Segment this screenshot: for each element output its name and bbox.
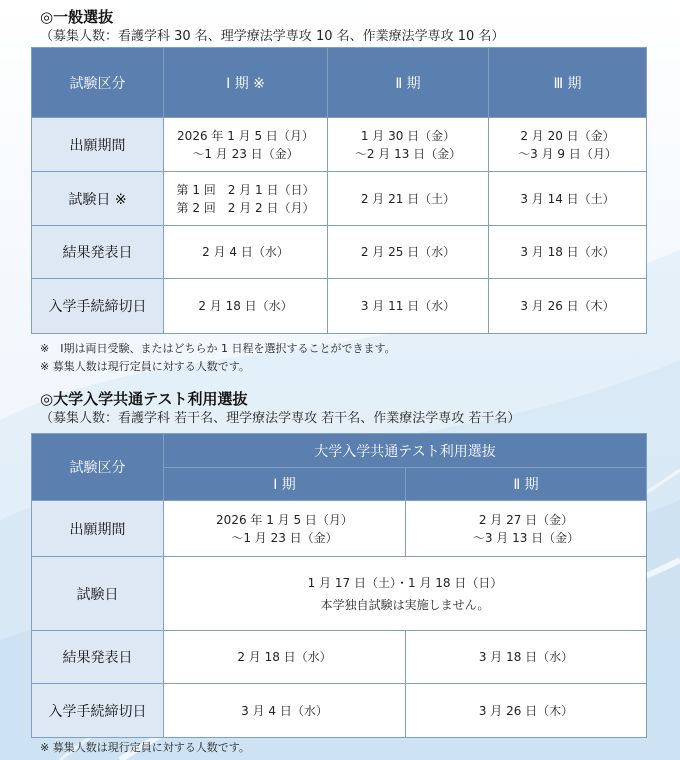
section2-title: ◎大学入学共通テスト利用選抜: [40, 390, 248, 408]
application-period-2: 1 月 30 日（金） ～2 月 13 日（金）: [328, 118, 489, 172]
result-date-period-1: 2 月 18 日（水）: [164, 631, 406, 684]
table-row: [32, 501, 647, 557]
result-date-period-1: 2 月 4 日（水）: [164, 226, 328, 279]
application-period-1: 2026 年 1 月 5 日（月） ～1 月 23 日（金）: [164, 501, 406, 557]
section2-note: ※ 募集人数は現行定員に対する人数です。: [40, 741, 250, 754]
header-period-2: Ⅱ 期: [328, 48, 489, 118]
application-period-2: 2 月 27 日（金） ～3 月 13 日（金）: [406, 501, 647, 557]
general-selection-table: [31, 47, 647, 334]
table-header-row: [32, 48, 647, 118]
row-label-result-date: 結果発表日: [32, 631, 164, 684]
table-row: [32, 226, 647, 279]
section1-note-1: ※ Ⅰ期は両日受験、またはどちらか 1 日程を選択することができます。: [40, 342, 396, 355]
header-period-1: Ⅰ 期 ※: [164, 48, 328, 118]
exam-date-merged: 1 月 17 日（土）・1 月 18 日（日） 本学独自試験は実施しません。: [164, 557, 647, 631]
header-period-1: Ⅰ 期: [164, 468, 406, 501]
deadline-period-2: 3 月 26 日（木）: [406, 684, 647, 738]
table-row: [32, 631, 647, 684]
exam-date-period-1: 第 1 回 2 月 1 日（日） 第 2 回 2 月 2 日（月）: [164, 172, 328, 226]
table-row: [32, 684, 647, 738]
section1-title: ◎一般選抜: [40, 8, 114, 26]
table-row: [32, 557, 647, 631]
header-period-3: Ⅲ 期: [489, 48, 647, 118]
result-date-period-2: 3 月 18 日（水）: [406, 631, 647, 684]
row-label-application: 出願期間: [32, 118, 164, 172]
exam-date-period-2: 2 月 21 日（土）: [328, 172, 489, 226]
row-label-exam-date: 試験日 ※: [32, 172, 164, 226]
header-period-2: Ⅱ 期: [406, 468, 647, 501]
section1-note-2: ※ 募集人数は現行定員に対する人数です。: [40, 360, 250, 373]
table-row: [32, 172, 647, 226]
header-common-test-group: 大学入学共通テスト利用選抜: [164, 434, 647, 468]
section1-subtitle: （募集人数：看護学科 30 名、理学療法学専攻 10 名、作業療法学専攻 10 名）: [40, 29, 505, 44]
deadline-period-3: 3 月 26 日（木）: [489, 279, 647, 334]
row-label-enrollment-deadline: 入学手続締切日: [32, 684, 164, 738]
section2-subtitle: （募集人数：看護学科 若干名、理学療法学専攻 若干名、作業療法学専攻 若干名）: [40, 411, 521, 426]
common-test-selection-table: [31, 433, 647, 738]
application-period-1: 2026 年 1 月 5 日（月） ～1 月 23 日（金）: [164, 118, 328, 172]
row-label-result-date: 結果発表日: [32, 226, 164, 279]
application-period-3: 2 月 20 日（金） ～3 月 9 日（月）: [489, 118, 647, 172]
deadline-period-1: 3 月 4 日（水）: [164, 684, 406, 738]
result-date-period-3: 3 月 18 日（水）: [489, 226, 647, 279]
deadline-period-2: 3 月 11 日（水）: [328, 279, 489, 334]
exam-date-period-3: 3 月 14 日（土）: [489, 172, 647, 226]
header-exam-category: 試験区分: [32, 48, 164, 118]
table-row: [32, 118, 647, 172]
deadline-period-1: 2 月 18 日（水）: [164, 279, 328, 334]
header-exam-category: 試験区分: [32, 434, 164, 501]
row-label-application: 出願期間: [32, 501, 164, 557]
row-label-exam-date: 試験日: [32, 557, 164, 631]
row-label-enrollment-deadline: 入学手続締切日: [32, 279, 164, 334]
result-date-period-2: 2 月 25 日（水）: [328, 226, 489, 279]
table-row: [32, 279, 647, 334]
table-header-row: [32, 434, 647, 468]
